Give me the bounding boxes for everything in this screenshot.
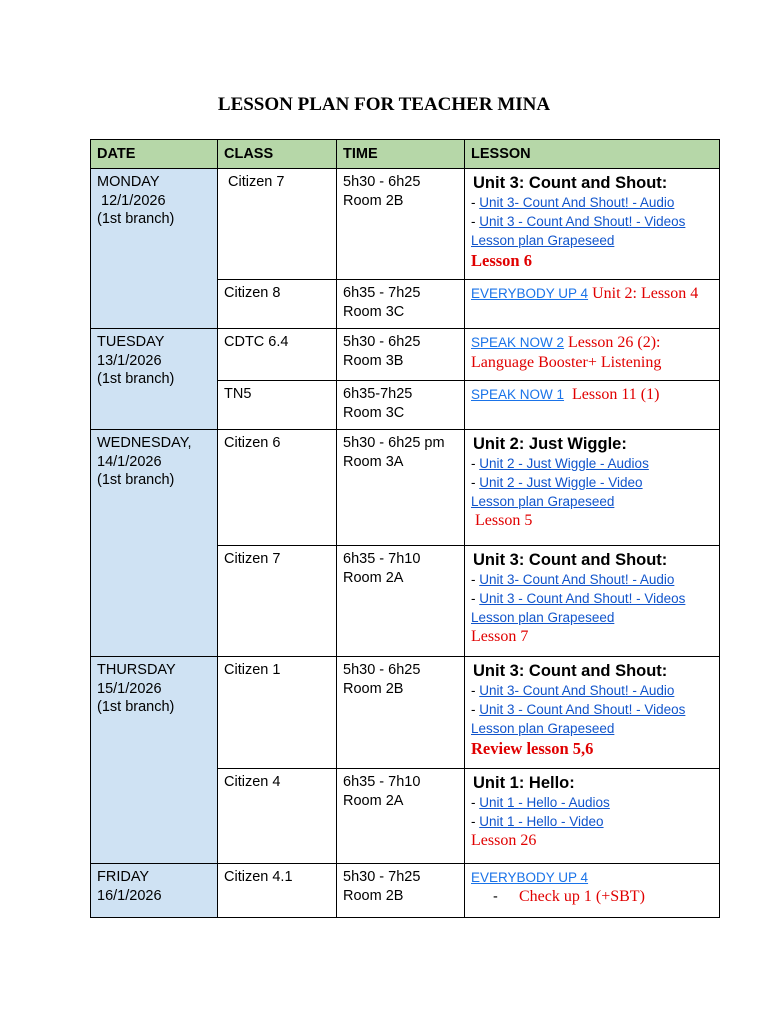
- table-row: [91, 430, 720, 546]
- lesson-plan-table: [90, 139, 720, 918]
- resource-item: [471, 212, 713, 231]
- date-line: (1st branch): [97, 371, 175, 387]
- time-cell: [337, 657, 465, 769]
- dash-prefix: -: [471, 572, 480, 587]
- lesson-cell: [465, 657, 720, 769]
- time-cell: [337, 864, 465, 918]
- time-line: Room 2B: [343, 680, 404, 697]
- class-name: Citizen 8: [224, 285, 281, 301]
- bullet-item: [471, 887, 713, 907]
- class-cell: [218, 769, 337, 864]
- table-row: [91, 657, 720, 769]
- lesson-cell: [465, 769, 720, 864]
- class-cell: [218, 280, 337, 329]
- time-line: 6h35 - 7h25: [343, 285, 421, 301]
- resource-item: [471, 193, 713, 212]
- time-cell: [337, 280, 465, 329]
- date-line: TUESDAY: [97, 334, 165, 350]
- time-line: 5h30 - 6h25: [343, 662, 421, 678]
- dash-prefix: -: [471, 214, 480, 229]
- time-cell: [337, 381, 465, 430]
- time-line: 5h30 - 7h25: [343, 869, 421, 885]
- lesson-plan-line: [471, 719, 713, 738]
- class-cell: [218, 657, 337, 769]
- header-time: TIME: [337, 140, 465, 169]
- resource-link[interactable]: Unit 3- Count And Shout! - Audio: [479, 195, 675, 210]
- time-cell: [337, 546, 465, 657]
- unit-title: Unit 3: Count and Shout:: [473, 174, 668, 192]
- class-cell: [218, 169, 337, 280]
- resource-link[interactable]: Unit 1 - Hello - Video: [479, 814, 604, 829]
- class-name: TN5: [224, 386, 252, 402]
- resource-item: [471, 681, 713, 700]
- book-lesson-line: [471, 385, 713, 405]
- date-line: 12/1/2026: [97, 192, 166, 209]
- date-line: (1st branch): [97, 472, 175, 488]
- time-line: Room 2B: [343, 192, 404, 209]
- header-lesson: LESSON: [465, 140, 720, 169]
- time-line: 6h35 - 7h10: [343, 774, 421, 790]
- book-link[interactable]: SPEAK NOW 2: [471, 335, 565, 350]
- lesson-plan-line: [471, 231, 713, 250]
- unit-title: Unit 1: Hello:: [473, 774, 575, 792]
- class-cell: [218, 381, 337, 430]
- dash-prefix: -: [471, 795, 480, 810]
- time-line: Room 2A: [343, 792, 404, 809]
- lesson-note: Lesson 11 (1): [564, 386, 660, 403]
- lesson-note: Lesson 7: [471, 628, 529, 645]
- resource-item: [471, 589, 713, 608]
- unit-title: Unit 2: Just Wiggle:: [473, 435, 627, 453]
- lesson-plan-link[interactable]: Lesson plan Grapeseed: [471, 721, 615, 736]
- table-row: [91, 864, 720, 918]
- time-line: 5h30 - 6h25: [343, 334, 421, 350]
- date-line: 14/1/2026: [97, 453, 162, 470]
- time-line: Room 2B: [343, 887, 404, 904]
- header-date: DATE: [91, 140, 218, 169]
- unit-title: Unit 3: Count and Shout:: [473, 662, 668, 680]
- table-row: [91, 169, 720, 280]
- resource-link[interactable]: Unit 1 - Hello - Audios: [479, 795, 610, 810]
- class-name: Citizen 1: [224, 662, 281, 678]
- time-line: Room 3A: [343, 453, 404, 470]
- header-row: [91, 140, 720, 169]
- lesson-note: Lesson 26 (2):: [564, 334, 661, 351]
- class-cell: [218, 430, 337, 546]
- time-cell: [337, 769, 465, 864]
- time-line: Room 3B: [343, 352, 404, 369]
- dash-prefix: -: [471, 814, 480, 829]
- class-cell: [218, 329, 337, 381]
- lesson-cell: [465, 280, 720, 329]
- lesson-note: Check up 1 (+SBT): [519, 888, 645, 905]
- date-line: THURSDAY: [97, 662, 176, 678]
- lesson-note: Lesson 5: [471, 512, 533, 529]
- lesson-cell: [465, 169, 720, 280]
- dash-prefix: -: [471, 702, 480, 717]
- time-cell: [337, 430, 465, 546]
- date-line: MONDAY: [97, 174, 160, 190]
- dash-prefix: -: [471, 591, 480, 606]
- date-line: 13/1/2026: [97, 352, 162, 369]
- resource-item: [471, 812, 713, 831]
- time-line: Room 3C: [343, 404, 405, 421]
- lesson-note: Unit 2: Lesson 4: [588, 285, 699, 302]
- book-lesson-line: [471, 333, 713, 353]
- class-name: Citizen 4: [224, 774, 281, 790]
- resource-link[interactable]: Unit 2 - Just Wiggle - Audios: [479, 456, 649, 471]
- unit-title: Unit 3: Count and Shout:: [473, 551, 668, 569]
- resource-link[interactable]: Unit 2 - Just Wiggle - Video: [479, 475, 643, 490]
- book-link[interactable]: EVERYBODY UP 4: [471, 286, 589, 301]
- lesson-plan-link[interactable]: Lesson plan Grapeseed: [471, 610, 615, 625]
- dash-prefix: -: [471, 475, 480, 490]
- time-line: 6h35 - 7h10: [343, 551, 421, 567]
- class-name: Citizen 7: [224, 174, 285, 190]
- date-line: (1st branch): [97, 699, 175, 715]
- resource-link[interactable]: Unit 3- Count And Shout! - Audio: [479, 683, 675, 698]
- time-cell: [337, 329, 465, 381]
- page-title: LESSON PLAN FOR TEACHER MINA: [217, 94, 551, 115]
- lesson-cell: [465, 546, 720, 657]
- class-name: Citizen 4.1: [224, 869, 293, 885]
- date-line: FRIDAY: [97, 869, 150, 885]
- header-class: CLASS: [218, 140, 337, 169]
- lesson-plan-line: [471, 492, 713, 511]
- dash-prefix: -: [471, 456, 480, 471]
- lesson-plan-link[interactable]: Lesson plan Grapeseed: [471, 494, 615, 509]
- lesson-note: Lesson 6: [471, 251, 532, 270]
- class-cell: [218, 546, 337, 657]
- dash-prefix: -: [471, 195, 480, 210]
- class-cell: [218, 864, 337, 918]
- lesson-cell: [465, 381, 720, 430]
- table-body: [91, 169, 720, 918]
- lesson-plan-line: [471, 608, 713, 627]
- resource-item: [471, 473, 713, 492]
- time-line: 5h30 - 6h25: [343, 174, 421, 190]
- lesson-cell: [465, 329, 720, 381]
- resource-link[interactable]: Unit 3 - Count And Shout! - Videos: [479, 214, 686, 229]
- lesson-cell: [465, 864, 720, 918]
- date-cell: [91, 657, 218, 864]
- book-link[interactable]: SPEAK NOW 1: [471, 387, 565, 402]
- class-name: Citizen 6: [224, 435, 281, 451]
- resource-link[interactable]: Unit 3- Count And Shout! - Audio: [479, 572, 675, 587]
- lesson-note: Lesson 26: [471, 832, 537, 849]
- lesson-plan-link[interactable]: Lesson plan Grapeseed: [471, 233, 615, 248]
- dash-prefix: -: [471, 683, 480, 698]
- resource-item: [471, 570, 713, 589]
- date-cell: [91, 169, 218, 329]
- resource-item: [471, 700, 713, 719]
- lesson-note: Language Booster+ Listening: [471, 354, 662, 371]
- lesson-cell: [465, 430, 720, 546]
- time-cell: [337, 169, 465, 280]
- date-line: (1st branch): [97, 211, 175, 227]
- time-line: Room 3C: [343, 303, 405, 320]
- book-lesson-line: [471, 284, 713, 304]
- class-name: CDTC 6.4: [224, 334, 289, 350]
- date-cell: [91, 329, 218, 430]
- resource-link[interactable]: Unit 3 - Count And Shout! - Videos: [479, 591, 686, 606]
- book-link[interactable]: EVERYBODY UP 4: [471, 870, 589, 885]
- lesson-note: Review lesson 5,6: [471, 739, 594, 758]
- date-line: 16/1/2026: [97, 887, 162, 904]
- date-line: 15/1/2026: [97, 680, 162, 697]
- time-line: 5h30 - 6h25 pm: [343, 435, 445, 451]
- book-line: [471, 868, 713, 887]
- class-name: Citizen 7: [224, 551, 281, 567]
- date-cell: [91, 430, 218, 657]
- date-line: WEDNESDAY,: [97, 435, 192, 451]
- bullet-dash: -: [493, 889, 498, 905]
- resource-item: [471, 793, 713, 812]
- resource-link[interactable]: Unit 3 - Count And Shout! - Videos: [479, 702, 686, 717]
- resource-item: [471, 454, 713, 473]
- time-line: 6h35-7h25: [343, 386, 413, 402]
- table-row: [91, 329, 720, 381]
- time-line: Room 2A: [343, 569, 404, 586]
- date-cell: [91, 864, 218, 918]
